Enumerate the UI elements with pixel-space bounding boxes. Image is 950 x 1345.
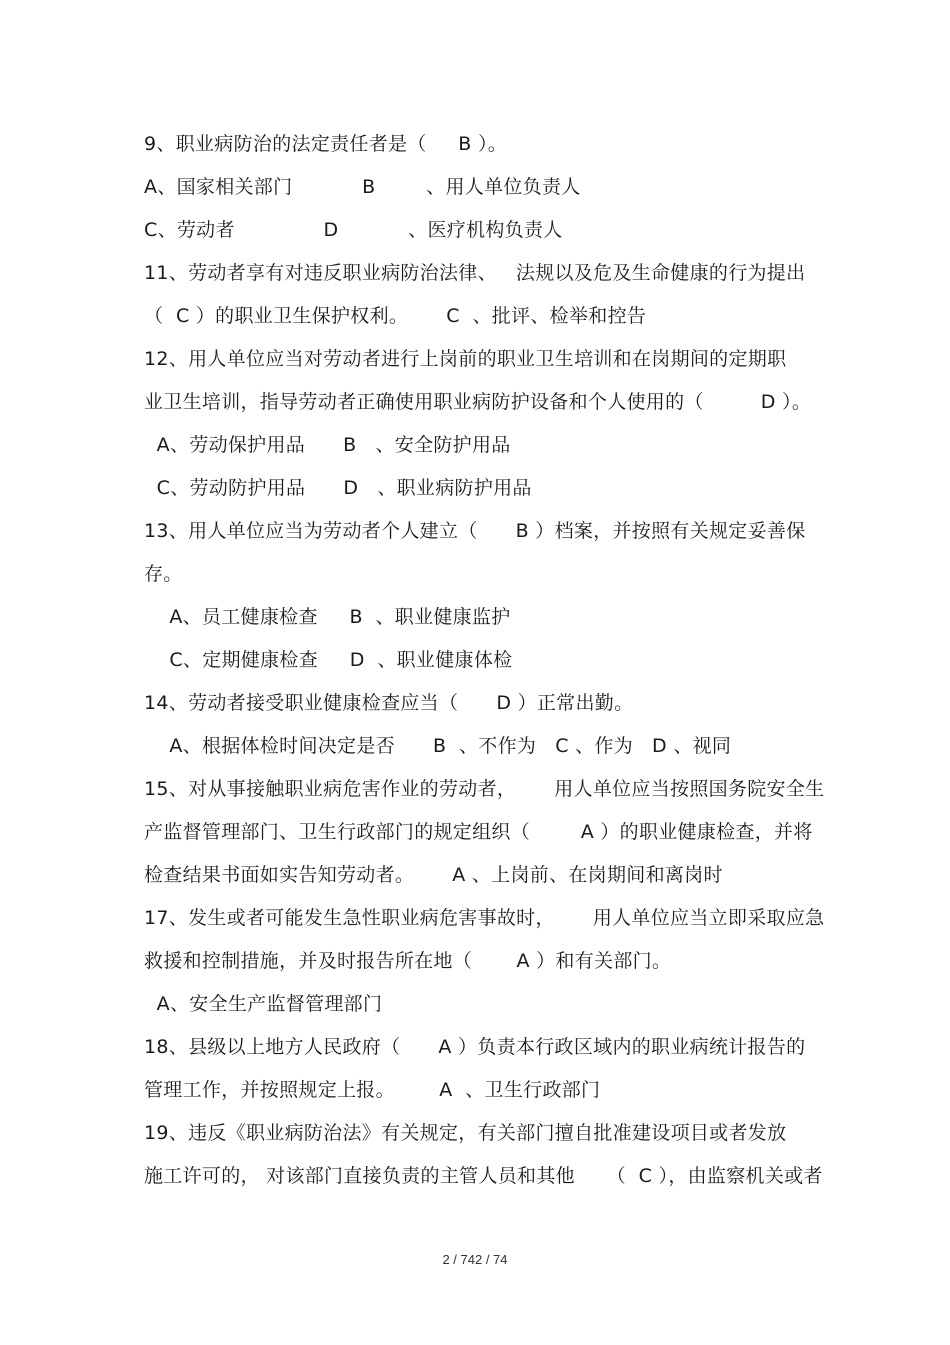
text-line-q15-cont: 产监督管理部门、卫生行政部门的规定组织（ A ）的职业健康检查，并将 [144,821,813,843]
text-line-q17: 17、发生或者可能发生急性职业病危害事故时， 用人单位应当立即采取应急 [144,907,825,929]
text-line-q14: 14、劳动者接受职业健康检查应当（ D ）正常出勤。 [144,692,634,714]
text-line-q9: 9、职业病防治的法定责任者是（ B ）。 [144,133,508,155]
text-line-q17-answer: A、安全生产监督管理部门 [144,993,383,1015]
text-line-q18-cont: 管理工作，并按照规定上报。 A 、卫生行政部门 [144,1079,601,1101]
text-line-q13-options-cd: C、定期健康检查 D 、职业健康体检 [144,649,513,671]
text-line-q19-cont: 施工许可的， 对该部门直接负责的主管人员和其他 （ C ），由监察机关或者 [144,1165,823,1187]
text-line-q12-cont: 业卫生培训，指导劳动者正确使用职业病防护设备和个人使用的（ D ）。 [144,391,812,413]
text-line-q18: 18、县级以上地方人民政府（ A ）负责本行政区域内的职业病统计报告的 [144,1036,806,1058]
text-line-q9-options-cd: C、劳动者 D 、医疗机构负责人 [144,219,563,241]
text-line-q11-cont: （ C ）的职业卫生保护权利。 C 、批评、检举和控告 [144,305,647,327]
text-line-q12: 12、用人单位应当对劳动者进行上岗前的职业卫生培训和在岗期间的定期职 [144,348,787,370]
text-line-q13-cont: 存。 [144,563,183,585]
text-line-q12-options-ab: A、劳动保护用品 B 、安全防护用品 [144,434,511,456]
text-line-q11: 11、劳动者享有对违反职业病防治法律、 法规以及危及生命健康的行为提出 [144,262,806,284]
text-line-q14-options: A、根据体检时间决定是否 B 、不作为 C 、作为 D 、视同 [144,735,732,757]
text-line-q15: 15、对从事接触职业病危害作业的劳动者， 用人单位应当按照国务院安全生 [144,778,825,800]
text-line-q12-options-cd: C、劳动防护用品 D 、职业病防护用品 [144,477,532,499]
text-line-q13-options-ab: A、员工健康检查 B 、职业健康监护 [144,606,511,628]
page-number-footer: 2 / 742 / 74 [442,1252,508,1267]
text-line-q15-answer: 检查结果书面如实告知劳动者。 A 、上岗前、在岗期间和离岗时 [144,864,723,886]
text-line-q17-cont: 救援和控制措施，并及时报告所在地（ A ）和有关部门。 [144,950,672,972]
text-line-q19: 19、违反《职业病防治法》有关规定，有关部门擅自批准建设项目或者发放 [144,1122,787,1144]
text-line-q9-options-ab: A、国家相关部门 B 、用人单位负责人 [144,176,581,198]
text-line-q13: 13、用人单位应当为劳动者个人建立（ B ）档案，并按照有关规定妥善保 [144,520,806,542]
